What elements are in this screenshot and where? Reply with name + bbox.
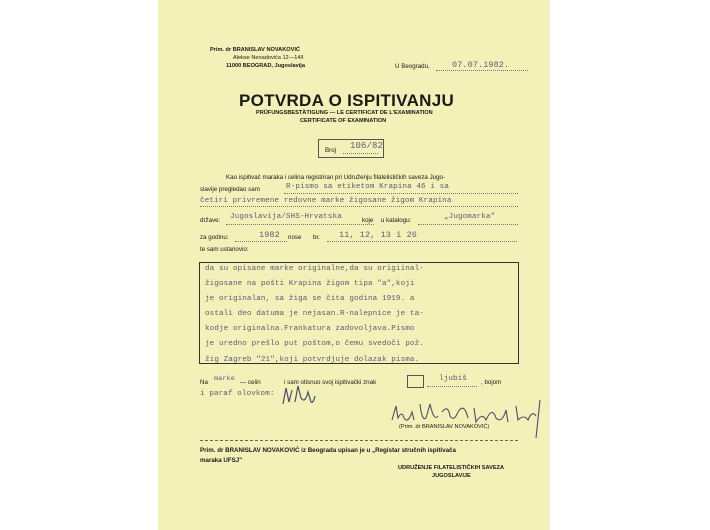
examiner-signature xyxy=(390,398,550,443)
item-dotted-line-2 xyxy=(200,206,518,207)
registration-line-2: maraka UFSJ" xyxy=(200,457,243,464)
catalog-value: „Jugomarka" xyxy=(444,213,496,221)
footer-divider xyxy=(200,440,518,441)
examiner-mark-box xyxy=(407,375,424,388)
year-label: za godinu: xyxy=(200,234,229,241)
initials-mark xyxy=(281,384,317,410)
country-value: Jugoslavija/SHS-Hrvatska xyxy=(230,213,342,221)
certificate-title: POTVRDA O ISPITIVANJU xyxy=(239,91,455,110)
item-description-2: četiri privremene redovne marke žigosane žigom Krapina xyxy=(200,197,452,205)
item-dotted-line-1 xyxy=(284,193,518,194)
certificate-subtitle-multilingual: PRÜFUNGSBESTÄTIGUNG — LE CERTIFICAT DE L'EXAMINATION xyxy=(256,110,433,116)
country-dotted-line xyxy=(226,224,374,225)
celin-label: — celin xyxy=(240,379,261,386)
issuer-name: Prim. dr BRANISLAV NOVAKOVIĆ xyxy=(210,47,300,53)
initials-scribble-icon xyxy=(281,384,317,406)
catalog-prefix: koje xyxy=(362,217,374,224)
finding-line-2: žigosane na pošti Krapina žigom tipa "a",koji xyxy=(205,280,415,288)
stamp-numbers: 11, 12, 13 i 26 xyxy=(339,230,418,240)
intro-line-1: Kao ispitivač maraka i celina registriran pri Udruženju filatelističkih saveza Jugo- xyxy=(226,174,446,181)
bojom-label: , bojom xyxy=(481,379,502,386)
issue-date: 07.07.1982. xyxy=(452,60,510,70)
number-br-label: br. xyxy=(313,234,320,241)
certificate-number: 106/82 xyxy=(350,141,384,151)
association-line-1: UDRUŽENJE FILATELISTIČKIH SAVEZA xyxy=(398,465,505,471)
finding-line-1: da su opisane marke originalne,da su origiinal- xyxy=(205,265,424,273)
association-line-2: JUGOSLAVIJE xyxy=(432,473,471,479)
finding-line-7: žig Zagreb "21",koji potvrdjuje dolazak pisma. xyxy=(205,356,420,364)
year-dotted-line xyxy=(235,241,287,242)
year-value: 1982 xyxy=(259,230,280,240)
finding-line-5: kodje originalna.Frankatura zadovoljava.Pismo xyxy=(205,325,415,333)
finding-line-4: ostali deo datuma je nejasan.R-nalepnice je ta- xyxy=(205,310,424,318)
na-label: Na xyxy=(200,379,208,386)
established-label: te sam ustanovio: xyxy=(200,246,249,253)
nose-label: nose xyxy=(288,234,302,241)
finding-line-3: je originalan, sa žiga se čita godina 1919. a xyxy=(205,295,415,303)
signature-caption: (Prim. dr BRANISLAV NOVAKOVIĆ) xyxy=(399,424,490,430)
date-dotted-line xyxy=(436,70,528,71)
certificate-subtitle-english: CERTIFICATE OF EXAMINATION xyxy=(300,118,387,124)
number-label: Broj xyxy=(325,147,337,154)
item-description-1: R-pismo sa etiketom Krapina 46 i sa xyxy=(286,183,449,191)
color-dotted-line xyxy=(427,386,477,387)
issuer-city: 11000 BEOGRAD, Jugoslavija xyxy=(226,63,305,69)
number-dotted-line xyxy=(343,153,378,154)
registration-line-1: Prim. dr BRANISLAV NOVAKOVIĆ iz Beograda upisan je u „Registar stručnih ispitivača xyxy=(200,447,456,454)
stamp-text: i sam otisnuo svoj ispitivački znak xyxy=(284,379,377,386)
marke-value: marke xyxy=(214,375,235,383)
intro-line-2-prefix: slavije pregledao sam xyxy=(200,186,260,193)
paraf-text: i paraf olovkom: xyxy=(200,390,275,398)
handwritten-signature-icon xyxy=(390,398,550,438)
numbers-dotted-line xyxy=(327,241,517,242)
catalog-label: u katalogu: xyxy=(381,217,412,224)
issuer-street: Alekse Nenadovića 12—14/I xyxy=(233,55,304,61)
catalog-dotted-line xyxy=(418,224,518,225)
country-label: države: xyxy=(200,217,221,224)
stamp-ink-color: ljubiš xyxy=(439,375,467,383)
finding-line-6: je uredno prešlo put poštom,o čemu svedoči pož. xyxy=(205,340,424,348)
place-label: U Beogradu, xyxy=(395,63,430,70)
